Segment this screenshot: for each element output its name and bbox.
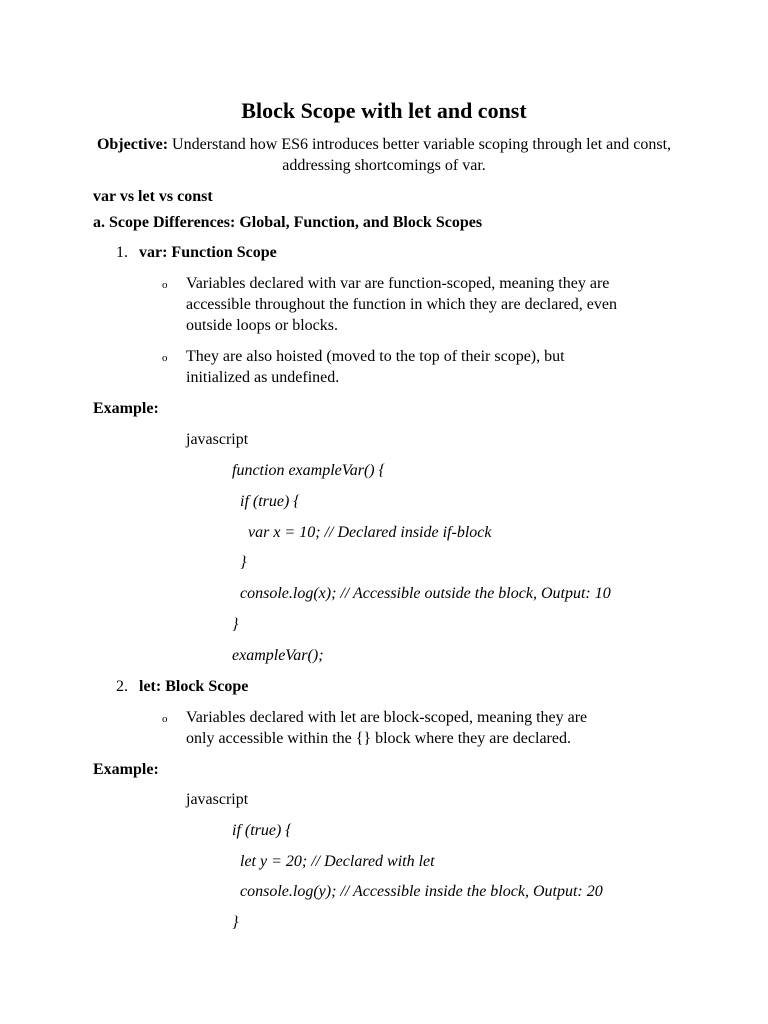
bullet-line: Variables declared with let are block-scoped, meaning they are bbox=[186, 709, 588, 726]
bullet-line: accessible throughout the function in which they are declared, even bbox=[186, 296, 617, 313]
code-line: if (true) { bbox=[232, 822, 292, 839]
bullet-line: They are also hoisted (moved to the top of their scope), but bbox=[186, 348, 565, 365]
example-label: Example: bbox=[93, 400, 159, 417]
code-line: } bbox=[232, 616, 239, 633]
section-1-heading bbox=[116, 242, 277, 263]
heading-var-vs-let-vs-const: var vs let vs const bbox=[93, 188, 213, 205]
section-1-bullet-1 bbox=[186, 273, 686, 336]
section-1-label: var: Function Scope bbox=[139, 244, 277, 261]
code-line: var x = 10; // Declared inside if-block bbox=[232, 524, 492, 541]
bullet-marker: o bbox=[162, 279, 168, 291]
bullet-line: outside loops or blocks. bbox=[186, 317, 338, 334]
section-1-bullet-2 bbox=[186, 346, 686, 388]
code-line: } bbox=[232, 914, 239, 931]
objective-text: Understand how ES6 introduces better variable scoping through let and const, addressing shortcomings of var. bbox=[168, 136, 672, 174]
section-2-heading bbox=[116, 676, 248, 697]
code-language-label: javascript bbox=[186, 431, 249, 448]
bullet-line: initialized as undefined. bbox=[186, 369, 340, 386]
code-language-label: javascript bbox=[186, 791, 249, 808]
section-2-label: let: Block Scope bbox=[139, 678, 249, 695]
bullet-line: Variables declared with var are function-scoped, meaning they are bbox=[186, 275, 610, 292]
bullet-line: only accessible within the {} block where they are declared. bbox=[186, 730, 571, 747]
code-line: } bbox=[232, 554, 247, 571]
code-line: function exampleVar() { bbox=[232, 462, 386, 479]
code-line: console.log(x); // Accessible outside the block, Output: 10 bbox=[232, 585, 611, 602]
section-1-number: 1. bbox=[116, 244, 128, 261]
bullet-marker: o bbox=[162, 352, 168, 364]
example-label: Example: bbox=[93, 761, 159, 778]
objective-paragraph bbox=[92, 134, 676, 176]
heading-scope-differences: a. Scope Differences: Global, Function, and Block Scopes bbox=[93, 214, 483, 231]
section-2-number: 2. bbox=[116, 678, 128, 695]
objective-label: Objective: bbox=[96, 136, 169, 153]
bullet-marker: o bbox=[162, 713, 168, 725]
page-title: Block Scope with let and const bbox=[241, 98, 527, 123]
code-line: exampleVar(); bbox=[232, 647, 324, 664]
section-2-bullet-1 bbox=[186, 707, 686, 749]
code-line: let y = 20; // Declared with let bbox=[232, 853, 435, 870]
code-line: if (true) { bbox=[232, 493, 300, 510]
code-line: console.log(y); // Accessible inside the block, Output: 20 bbox=[232, 883, 603, 900]
